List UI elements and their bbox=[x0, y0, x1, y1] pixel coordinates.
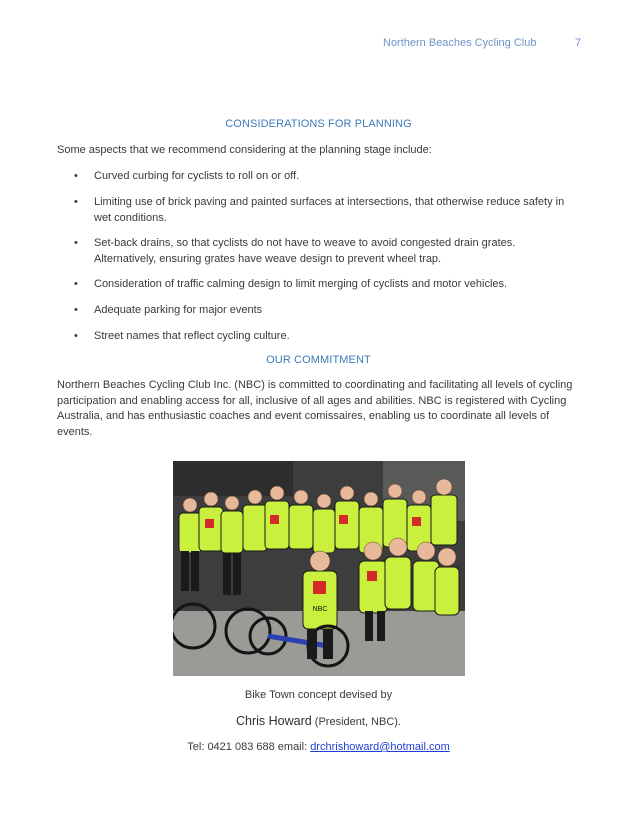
author-role: (President, NBC). bbox=[311, 716, 401, 728]
author-line bbox=[0, 714, 637, 728]
author-name: Chris Howard bbox=[236, 714, 312, 728]
contact-line bbox=[0, 741, 637, 753]
bullet-marker: • bbox=[74, 170, 78, 182]
bullet-marker: • bbox=[74, 304, 78, 316]
bullet-marker: • bbox=[74, 330, 78, 342]
list-item-text: Consideration of traffic calming design to limit merging of cyclists and motor vehicles. bbox=[94, 278, 508, 290]
contact-tel: Tel: 0421 083 688 email: bbox=[187, 741, 311, 753]
planning-heading: CONSIDERATIONS FOR PLANNING bbox=[225, 118, 412, 130]
commitment-paragraph: Northern Beaches Cycling Club Inc. (NBC) is committed to coordinating and facilitating all levels of cycling participation and enabling access for all, inclusive of all ages and abilities. NBC is registered with Cycling Australia, and has enthusiastic coaches and event comissaires, enabling us to coordinate all levels of events. bbox=[57, 379, 573, 438]
club-group-photo bbox=[173, 461, 465, 676]
list-item-text: Set-back drains, so that cyclists do not have to weave to avoid congested drain grates. Alternatively, ensuring grates have weave design to prevent wheel trap. bbox=[94, 237, 516, 265]
commitment-heading: OUR COMMITMENT bbox=[266, 354, 371, 366]
jersey-text: NBC bbox=[312, 606, 328, 613]
header-club-name: Northern Beaches Cycling Club bbox=[383, 37, 537, 49]
bullet-marker: • bbox=[74, 278, 78, 290]
bullet-marker: • bbox=[74, 237, 78, 249]
list-item-text: Street names that reflect cycling culture. bbox=[94, 330, 290, 342]
bullet-marker: • bbox=[74, 196, 78, 208]
list-item-text: Curved curbing for cyclists to roll on or off. bbox=[94, 170, 300, 182]
planning-intro: Some aspects that we recommend considering at the planning stage include: bbox=[57, 144, 432, 156]
list-item-text: Limiting use of brick paving and painted surfaces at intersections, that otherwise reduce safety in wet conditions. bbox=[94, 196, 565, 224]
photo-caption: Bike Town concept devised by bbox=[244, 689, 393, 701]
page-number: 7 bbox=[575, 37, 582, 49]
page-header bbox=[0, 37, 637, 51]
list-item-text: Adequate parking for major events bbox=[94, 304, 263, 316]
email-link[interactable]: drchrishoward@hotmail.com bbox=[310, 741, 450, 753]
